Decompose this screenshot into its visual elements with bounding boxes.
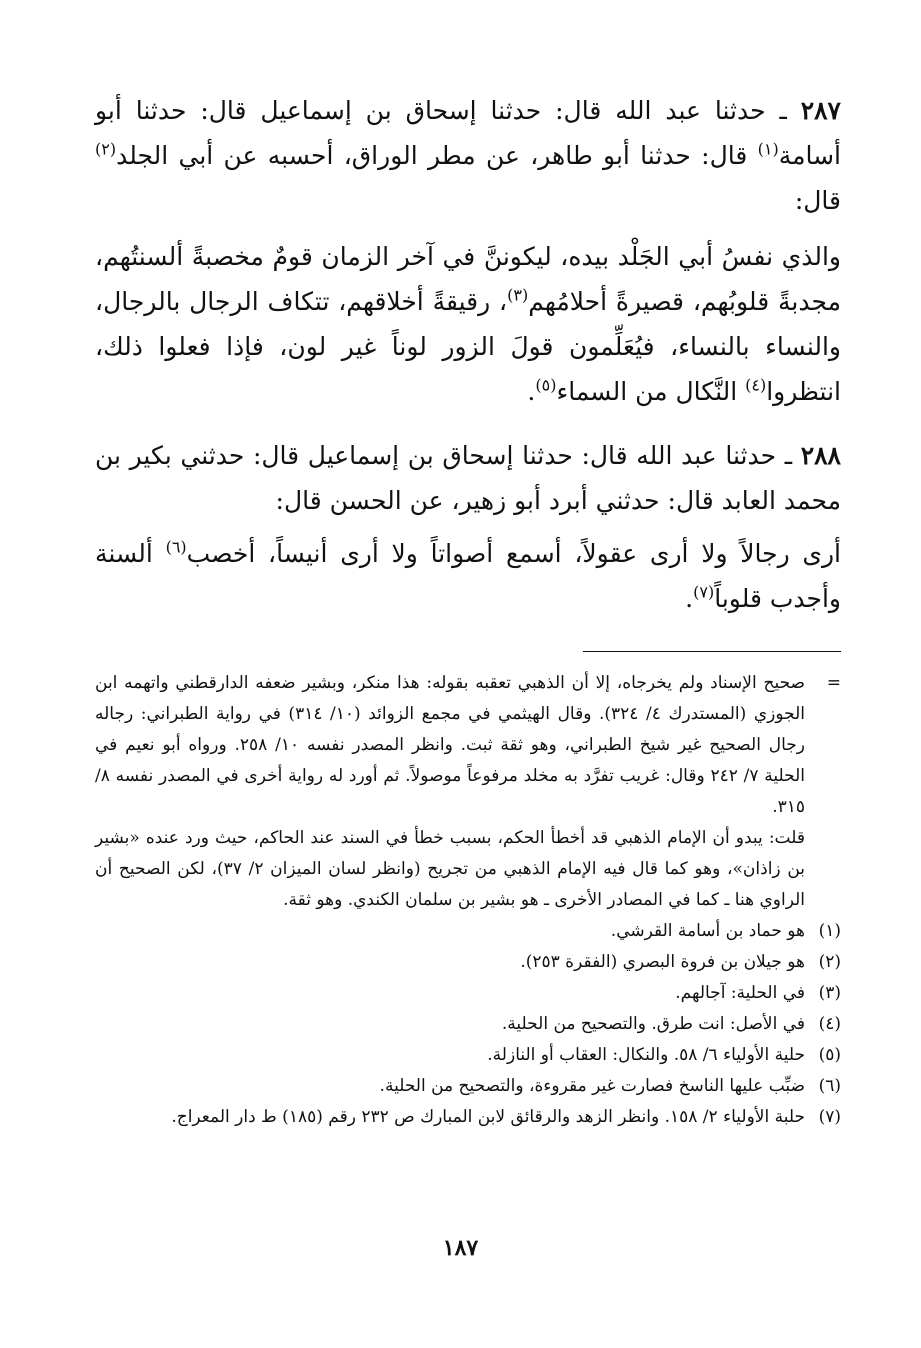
footnote-number: (٥) (818, 1045, 841, 1065)
footnote-number: (٢) (818, 952, 841, 972)
entry-287-number: ٢٨٧ (800, 96, 841, 125)
footnote-item (95, 1040, 841, 1071)
footnote-number: (١) (818, 921, 841, 941)
footnote-ref-5[interactable]: (٥) (535, 375, 557, 395)
footnote-item (95, 978, 841, 1009)
footnote-number: (٦) (818, 1076, 841, 1096)
footnote-ref-2[interactable]: (٢) (95, 139, 117, 159)
footnote-text: حلية الأولياء ٦/ ٥٨. والنكال: العقاب أو النازلة. (487, 1045, 805, 1065)
continuation-paragraph-2: قلت: يبدو أن الإمام الذهبي قد أخطأ الحكم، بسبب خطأ في السند عند الحاكم، حيث ورد عنده «بشير بن زاذان»، وهو كما قال فيه الإمام الذهبي من تجريح (وانظر لسان الميزان ٢/ ٣٧)، لكن الصحيح أن الراوي هنا ـ كما في المصادر الأخرى ـ هو بشير بن سلمان الكندي. وهو ثقة. (95, 828, 805, 910)
footnote-item (95, 916, 841, 947)
footnote-ref-7[interactable]: (٧) (693, 582, 715, 602)
continuation-paragraph-1: صحيح الإسناد ولم يخرجاه، إلا أن الذهبي تعقبه بقوله: هذا منكر، وبشير ضعفه الدارقطني واتهمه ابن الجوزي (المستدرك ٤/ ٣٢٤). وقال الهيثمي في مجمع الزوائد (١٠/ ٣١٤) في رواية الطبراني: رجاله رجال الصحيح غير شيخ الطبراني، وهو ثقة ثبت. وانظر المصدر نفسه ١٠/ ٢٥٨. ورواه أبو نعيم في الحلية ٧/ ٢٤٢ وقال: غريب تفرَّد به مخلد مرفوعاً موصولاً. ثم أورد له رواية أخرى في المصدر نفسه ٨/ ٣١٥. (95, 673, 806, 817)
entry-287-text-part-c: النَّكال من السماء (556, 377, 746, 406)
entry-288-isnad (95, 433, 841, 523)
footnote-ref-4[interactable]: (٤) (745, 375, 767, 395)
entry-288-number: ٢٨٨ (800, 441, 841, 470)
entry-287-isnad-part-b: قال: حدثنا أبو طاهر، عن مطر الوراق، أحسبه عن أبي الجلد (116, 141, 758, 170)
footnote-text: حلبة الأولياء ٢/ ١٥٨. وانظر الزهد والرقائق لابن المبارك ص ٢٣٢ رقم (١٨٥) ط دار المعراج. (171, 1107, 805, 1127)
footnote-number: (٧) (818, 1107, 841, 1127)
entry-287-text (95, 234, 841, 414)
footnote-text: في الأصل: انت طرق. والتصحيح من الحلية. (501, 1014, 805, 1034)
footnote-text: ضبِّب عليها الناسخ فصارت غير مقروءة، والتصحيح من الحلية. (379, 1076, 805, 1096)
entry-287-text-part-d: . (527, 377, 536, 406)
continuation-mark: = (826, 673, 841, 693)
footnote-text: هو جيلان بن فروة البصري (الفقرة ٢٥٣). (520, 952, 805, 972)
footnote-separator (583, 651, 841, 652)
footnote-ref-3[interactable]: (٣) (507, 285, 529, 305)
entry-287-isnad (95, 88, 841, 223)
entry-287-isnad-part-c: قال: (794, 186, 841, 215)
footnotes-section (95, 668, 841, 1133)
entry-287-isnad-part-a: ـ حدثنا عبد الله قال: حدثنا إسحاق بن إسماعيل قال: حدثنا أبو أسامة (95, 96, 841, 170)
entry-288-isnad-text: ـ حدثنا عبد الله قال: حدثنا إسحاق بن إسماعيل قال: حدثني بكير بن محمد العابد قال: حدثني أبرد أبو زهير، عن الحسن قال: (95, 441, 841, 515)
entry-287-text-part-b: ، رقيقةً أخلاقهم، تتكاف الرجال بالرجال، والنساء بالنساء، فيُعَلِّمون قولَ الزور لوناً غير لون، فإذا فعلوا ذلك، انتظروا (95, 287, 841, 406)
entry-287-text-part-a: والذي نفسُ أبي الجَلْد بيده، ليكوننَّ في آخر الزمان قومٌ مخصبةً ألسنتُهم، مجدبةً قلوبُهم، قصيرةً أحلامُهم (95, 242, 841, 316)
footnote-continuation (95, 668, 841, 916)
footnote-number: (٣) (818, 983, 841, 1003)
footnote-ref-6[interactable]: (٦) (165, 537, 187, 557)
footnote-number: (٤) (818, 1014, 841, 1034)
footnote-text: في الحلية: آجالهم. (675, 983, 805, 1003)
entry-288-text-part-c: . (685, 584, 694, 613)
entry-288-text (95, 531, 841, 621)
footnote-item (95, 1071, 841, 1102)
entry-288-text-part-b: ألسنة وأجدب قلوباً (95, 539, 841, 613)
footnote-item (95, 1102, 841, 1133)
footnote-text: هو حماد بن أسامة القرشي. (610, 921, 805, 941)
entry-288-text-part-a: أرى رجالاً ولا أرى عقولاً، أسمع أصواتاً ولا أرى أنيساً، أخصب (186, 539, 842, 568)
footnote-item (95, 1009, 841, 1040)
footnote-item (95, 947, 841, 978)
page-number: ١٨٧ (442, 1235, 479, 1261)
footnote-ref-1[interactable]: (١) (757, 139, 779, 159)
